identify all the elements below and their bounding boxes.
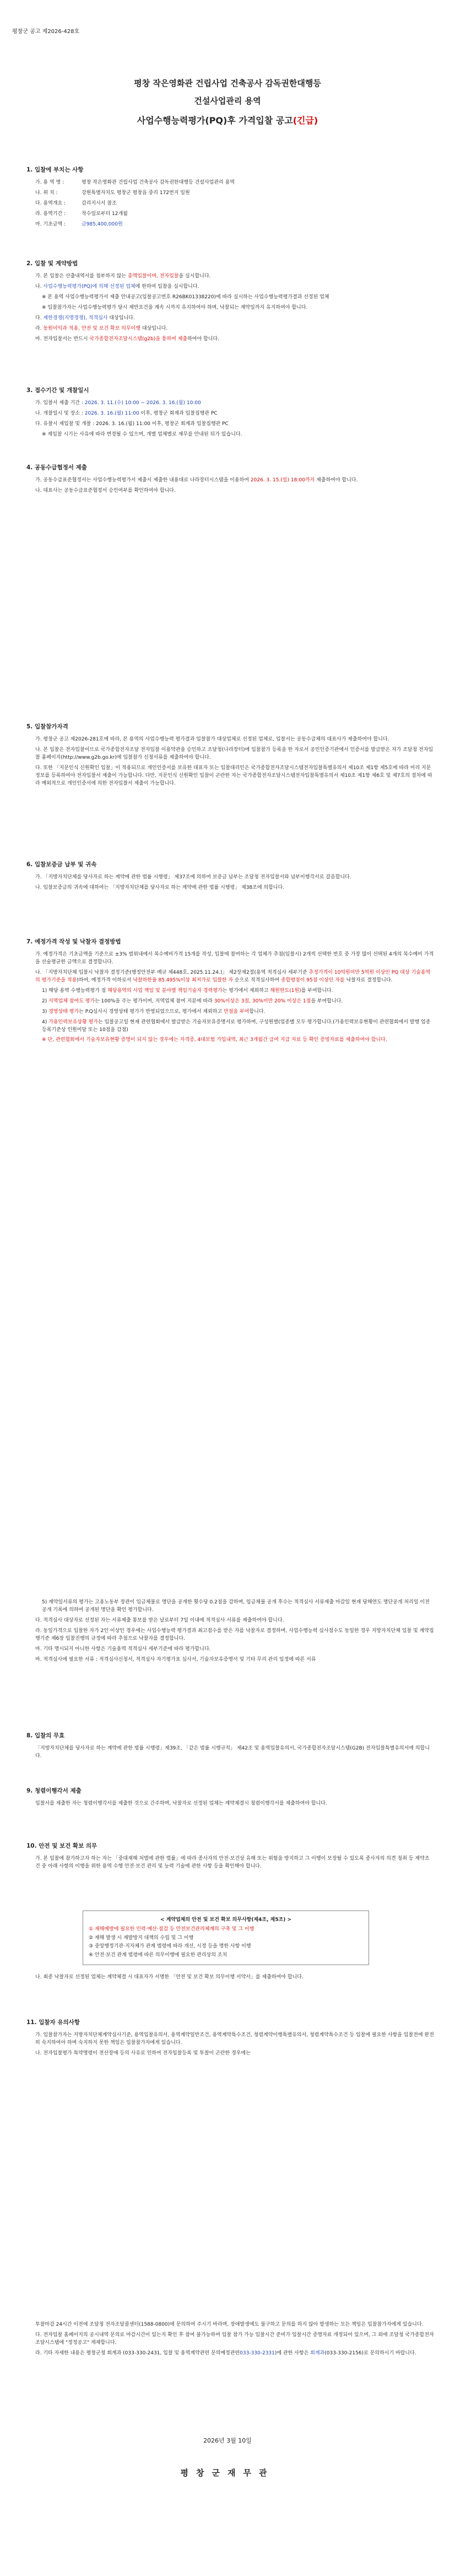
section-9 xyxy=(26,1786,434,1811)
section-10 xyxy=(26,1842,434,1874)
section-heading: 7. 예정가격 작성 및 낙찰자 결정방법 xyxy=(26,938,121,945)
section-heading: 2. 입찰 및 계약방법 xyxy=(26,260,78,267)
item-value: 금985,400,000원 xyxy=(82,221,123,227)
paragraph xyxy=(42,988,434,995)
section-5 xyxy=(26,722,434,791)
text: 나. xyxy=(35,283,44,289)
paragraph: 바. 적격심사에 필요한 서류 : 적격심사신청서, 적격심사 자기평가표 심사서, 기술자보유증명서 및 기타 무리 관리 일정에 따른 서류 xyxy=(35,1656,316,1662)
obligations-box xyxy=(83,1910,369,1965)
note: ※ 입찰참가자는 사업수행능력평가 당시 제반요건을 계속 시까지 유지하여야 하며, 낙찰되는 계약일까지 유지하여야 합니다. xyxy=(42,304,308,310)
section-heading: 10. 안전 및 보건 확보 의무 xyxy=(26,1843,98,1849)
text-highlight: 30%이상은 3점, 30%미만 20% 이상은 1점 xyxy=(214,998,311,1004)
title-main: 사업수행능력평가(PQ)후 가격입찰 공고 xyxy=(137,115,293,126)
title-line-3 xyxy=(0,114,455,126)
paragraph xyxy=(35,969,434,985)
paragraph xyxy=(42,1019,434,1034)
item-value: 감리지시서 참조 xyxy=(82,200,117,206)
item-value: 착수일로부터 12개월 xyxy=(82,211,128,217)
text-highlight: 해당용역의 사업 책임 및 분야별 책임기술자 경력평가 xyxy=(107,988,223,994)
item-row xyxy=(35,190,434,197)
text: 는 입찰공고일 현재 관련협회에서 발급받은 기술자보유증명서로 평가하며, 구성원별(업종별 모두 평가합니다.(가용인력보유현황이 관련협회에서 발행 업종 등록기준상 인원미달 또는 10점을 감점) xyxy=(42,1019,431,1033)
text-highlight: 낙찰하한율 85.495%이상 최저가로 입찰한 자 xyxy=(133,977,234,983)
text-highlight: 총액입찰이며, 전자입찰 xyxy=(127,273,179,279)
paragraph: 가. 입찰참가자는 지방자치단체계약심사기준, 용역입찰유의서, 용역계약일반조건, 용역계약특수조건, 청렴계약이행특별유의서, 청렴계약특수조건 등 입찰에 필요한 사항을 입찰전에 완전히 숙지하여야 하며 숙지하지 못한 책임은 입찰참가자에게 있습니다. xyxy=(35,2032,434,2046)
box-line: ① 재해예방에 필요한 인력·예산·점검 등 안전보건관리체계의 구축 및 그 이행 xyxy=(89,1926,254,1932)
paragraph: 5) 계약일서류의 평가는 고용노동부 장관이 입금체불로 명단을 공개한 횟수당 0.2점을 감하며, 임금체불 공개 후수는 적격심사 서류제출 마감일 현재 당해연도 명단공개 처리일 이전 공개 기록에 의하여 공개된 명단을 확인 평가합니다. xyxy=(42,1600,430,1613)
paragraph: 나. 본 입찰은 전자입찰이므로 국가종합전자조달 전자입찰 이용약관을 승인하고 조달청(나라장터)에 입찰참가 등록을 한 자로서 공인인증기관에서 인증서를 발급받은 자가 조달청 전자입찰 홈페이지(http://www.g2b.go.kr)에 입찰참가 신청서류를 제출하여야 합니다. xyxy=(35,747,434,760)
section-3 xyxy=(26,386,434,442)
section-heading: 11. 입찰자 유의사항 xyxy=(26,2019,80,2026)
paragraph xyxy=(35,477,434,485)
item-value: 강원특별자치도 평창군 평창읍 중리 172번지 일원 xyxy=(82,190,190,196)
text: 대상입니다. xyxy=(107,315,135,321)
paragraph: 나. 전자입찰평가 특약명령이 전산장애 등의 사유로 인하여 전자입찰등록 및 투찰이 곤란한 경우에는 xyxy=(35,2050,251,2056)
section-8 xyxy=(26,1731,434,1763)
announcement-date: 2026년 3월 10일 xyxy=(203,2437,252,2444)
text-highlight: 2026. 3. 11.(수) 10:00 ~ 2026. 3. 16.(월) 10:00 xyxy=(84,400,201,406)
section-heading: 1. 입찰에 부치는 사항 xyxy=(26,167,84,173)
paragraph: 다. 또한 「지문인식 신원확인 입찰」이 적용되므로 개인인증서를 보유한 대표자 또는 입찰대리인은 국가종합전자조달시스템전자입찰특별유의서 제10조 제1항 제5호에 따라 미리 지문정보를 등록하여야 전자입찰서 제출이 가능합니다. 다만, 지문인식 신원확인 입찰이 곤란한 자는 국가종합전자조달시스템전자입찰특별유의서 제10조 제1항 제6호 및 제7호의 절차에 따라 예외적으로 개인인증서에 의한 전자입찰서 제출이 가능합니다. xyxy=(35,765,432,786)
section-7 xyxy=(26,937,434,1047)
box-line: ④ 안전·보건 관계 법령에 따른 의무이행에 필요한 관리상의 조치 xyxy=(89,1952,228,1958)
text: 제출하여야 합니다. xyxy=(315,477,358,483)
section-2 xyxy=(26,259,434,346)
section-heading: 8. 입찰의 무효 xyxy=(26,1732,65,1739)
paragraph: 다. 전자입찰 홈페이지의 공시내역 문의로 마감시간이 있는지 확인 후 참여 불가능하여 입찰 참가 가능 입찰시간 준비가 입찰시간 증명자료 개정되어 있으며, 그 외에 조달청 국가종합전자조달시스템에 "정정공고" 게재합니다. xyxy=(35,2332,434,2346)
paragraph: 다. 유찰시 재입찰 및 개찰 : 2026. 3. 16.(월) 11:00 이후, 평창군 회계과 입찰집행관 PC xyxy=(35,421,229,427)
paragraph: 나. 입찰보증금의 귀속에 대하여는 「지방자치단체를 당사자로 하는 계약에 관한 법률 시행령」 제38조에 의합니다. xyxy=(35,884,285,890)
text: 라. xyxy=(35,325,44,331)
text-highlight: 사업수행능력평가(PQ)에 의해 선정된 업체 xyxy=(43,283,136,289)
phone-number: 033-330-2331 xyxy=(240,2350,275,2356)
paragraph xyxy=(35,273,434,281)
text-highlight: 회계과 xyxy=(310,2350,325,2356)
paragraph: 가. 「지방자치단체를 당사자로 하는 계약에 관한 법률 시행령」 제37조에 의하여 보증금 납부는 조달청 전자입찰서와 납부이행각서로 갈음합니다. xyxy=(35,874,351,880)
text: 가. 입찰서 제출 기간 : xyxy=(35,400,85,406)
text: (033-330-2156)로 문의하시기 바랍니다. xyxy=(324,2350,416,2356)
item-key: 가. 용 역 명 : xyxy=(35,180,64,185)
section-11-continued xyxy=(26,2321,434,2360)
text: 는 P.Q심사시 경영상태 평가가 반영되었으므로, 평가에서 제외하고 xyxy=(79,1008,224,1015)
text-highlight: 해원한도(1원) xyxy=(270,988,301,994)
text: 이후, 평창군 회계과 입찰집행관 PC xyxy=(139,410,218,416)
section-heading: 5. 입찰참가자격 xyxy=(26,723,68,730)
text: )에 관한 사항은 xyxy=(274,2350,311,2356)
title-line-1: 평창 작은영화관 건립사업 건축공사 감독권한대행등 xyxy=(134,78,321,88)
text: 순으로 적격심사하여 xyxy=(233,977,281,983)
item-row xyxy=(35,200,434,208)
item-key: 라. 용역기간 : xyxy=(35,211,66,217)
item-key: 나. 위 치 : xyxy=(35,190,58,196)
section-7-continued xyxy=(26,1599,434,1667)
text-highlight: 종합평점이 95점 이상인 자를 xyxy=(280,977,345,983)
text: 는 평가에서 제외하고 xyxy=(222,988,270,994)
paragraph xyxy=(35,336,434,344)
text-highlight: 동원이익과 적용, 안전 및 보건 확보 의무이행 xyxy=(43,325,140,331)
paragraph xyxy=(35,2350,434,2358)
paragraph: 가. 예정가격은 기초금액을 기준으로 ±3% 범위내에서 복수예비가격 15개를 작성, 입찰에 참여하는 각 업체가 추첨(입찰시) 2개씩 선택한 번호 중 가장 많이 선택된 4개의 복수예비 가격을 산술평균한 금액으로 결정합니다. xyxy=(35,952,434,965)
urgent-tag: (긴급) xyxy=(292,115,318,126)
text-highlight: 가용인력보유상황 평가 xyxy=(48,1019,98,1025)
text-highlight: 경영상태 평가 xyxy=(48,1008,79,1015)
text: 마. 전자입찰서는 반드시 xyxy=(35,336,90,342)
paragraph: 가. 본 입찰에 참가하고자 하는 자는 「중대재해 처벌에 관한 법률」에 따라 종사자의 안전·보건상 유해 또는 위험을 방지하고 그 이행이 보장될 수 있도록 종사자의 의견 청취 등 계약조건 중 아래 사항의 이행을 위한 용역 수행 안전·보건 관리 및 능력 기술에 관한 사항 등을 확인해야 합니다. xyxy=(35,1856,430,1869)
section-heading: 9. 청렴이행각서 제출 xyxy=(26,1788,82,1794)
text: 1) 해당 용역 수행능력평가 점 xyxy=(42,988,108,994)
text: 다. xyxy=(35,315,44,321)
text: 2) xyxy=(42,998,49,1004)
paragraph: 다. 적격심사 대상자로 선정된 자는 서류제출 통보를 받은 날로부터 7일 이내에 적격심사 서류를 제출하여야 합니다. xyxy=(35,1617,284,1623)
item-key: 마. 기초금액 : xyxy=(35,221,66,227)
paragraph xyxy=(42,998,434,1006)
text: 낙찰자로 결정합니다. xyxy=(344,977,393,983)
paragraph: 입찰서를 제출한 자는 청렴이행각서를 제출한 것으로 간주하며, 낙찰자로 선정된 업체는 계약체결시 청렴이행각서를 제출하여야 합니다. xyxy=(35,1801,327,1806)
text-highlight: 만점을 부여 xyxy=(224,1008,250,1015)
section-heading: 4. 공동수급협정서 제출 xyxy=(26,464,87,471)
paragraph: 가. 평창군 공고 제2026-281호에 따라, 본 용역의 사업수행능력 평가결과 입찰참가 대상업체로 선정된 업체로, 입찰서는 공동수급체의 대표사가 제출하여야 합니다. xyxy=(35,737,389,742)
item-row xyxy=(35,211,434,218)
text: 대상입니다. xyxy=(140,325,168,331)
paragraph xyxy=(35,400,434,407)
paragraph: 마. 기타 명시되지 아니한 사항은 기술용역 적격심사 세부기준에 따라 평가합니다. xyxy=(35,1646,211,1652)
section-11 xyxy=(26,2018,434,2060)
paragraph: 나. 대표사는 공동수급표준협정서 승인여부를 확인하여야 합니다. xyxy=(35,487,176,493)
paragraph xyxy=(35,283,434,291)
text-highlight: 2026. 3. 16.(월) 11:00 xyxy=(84,410,139,416)
text-highlight: 제한경쟁(지명경쟁), 적격심사 xyxy=(43,315,108,321)
item-key: 다. 용역개요 : xyxy=(35,200,66,206)
title-line-2: 건설사업관리 용역 xyxy=(194,96,261,106)
section-1 xyxy=(26,165,434,232)
box-line: ② 재해 발생 시 재발방지 대책의 수립 및 그 이행 xyxy=(89,1935,194,1941)
document-number: 평창군 공고 제2026-428호 xyxy=(12,29,80,35)
text: 나. 「지방자치단체 입찰시 낙찰자 결정기준(행정안전부 예규 제448호, 2025.11.24.)」 제2장제2절(용역 적격심사 세부기준 xyxy=(35,969,309,975)
text: 을 부여합니다. xyxy=(311,998,343,1004)
item-value: 평창 작은영화관 건립사업 건축공사 감독권한대행등 건설사업관리 용역 xyxy=(82,180,235,185)
paragraph: 투찰마감 24시간 이전에 조달청 전자조달콜센터(1588-0800)에 문의하여 주시기 바라며, 장애발생에도 불구하고 문의를 하지 않아 발생하는 모든 책임은 입찰참가자에게 있습니다. xyxy=(35,2322,424,2327)
text: 가. 본 입찰은 산출내역서를 첨부하지 않는 xyxy=(35,273,128,279)
paragraph xyxy=(42,1008,434,1016)
text: 을 실시합니다. xyxy=(178,273,211,279)
text-highlight: 2026. 3. 15.(일) 18:00까지 xyxy=(250,477,315,483)
text: 하여야 합니다. xyxy=(187,336,219,342)
section-4 xyxy=(26,463,434,498)
box-line: ③ 중앙행정기관·지자체가 관계 법령에 따라 개선, 시정 등을 명한 사항 이행 xyxy=(89,1944,251,1950)
text: 라. 기타 자세한 내용은 평창군청 회계과 (033-330-2431, 입찰 및 용역계약관련 문의예정관련 xyxy=(35,2350,240,2356)
paragraph: 나. 최종 낙찰자로 선정된 업체는 계약체결 시 대표자가 서명한 「안전 및 보건 확보 의무이행 서약서」를 제출하여야 합니다. xyxy=(35,1974,304,1980)
note: ※ 재입찰 시기는 사유에 따라 변경될 수 있으며, 개별 업체별로 재무를 안내된 뒤가 있습니다. xyxy=(42,431,242,437)
text-highlight: 추정가격이 10억원미만 5억원 이상인 PQ 대상 기술용역의 평가기준을 적용 xyxy=(35,969,431,983)
paragraph xyxy=(35,325,434,333)
text: 나. 개찰일시 및 장소 : xyxy=(35,410,85,416)
text-highlight: 국가종합전자조달시스템(g2b)을 통하여 제출 xyxy=(89,336,188,342)
text: 3) xyxy=(42,1008,49,1015)
box-title: < 계약업체의 안전 및 보건 확보 의무사항(제4조, 제5조) > xyxy=(160,1917,292,1923)
section-heading: 3. 접수기간 및 개찰일시 xyxy=(26,387,89,394)
text: 에 한하여 입찰을 실시합니다. xyxy=(135,283,199,289)
paragraph: 「지방자치단체를 당사자로 하는 계약에 관한 법률 시행령」제39조, 「같은 법률 시행규칙」 제42조 및 용역입찰유의서, 국가종합전자조달시스템(G2B) 전자입찰특별유의서에 의합니다. xyxy=(35,1746,430,1759)
section-6 xyxy=(26,860,434,895)
paragraph xyxy=(35,315,434,323)
note: ※ 본 용역 사업수행능력평가서 제출 안내공고(입찰공고번호 R26BK01338220)에 따라 실시하는 사업수행능력평가결과 선정된 업체 xyxy=(42,294,329,300)
text: 합니다. xyxy=(249,1008,266,1015)
text: 가. 공동수급표준협정서는 사업수행능력평가서 제출시 제출한 내용대로 나라장터시스템을 이용하여 xyxy=(35,477,251,483)
section-heading: 6. 입찰보증금 납부 및 귀속 xyxy=(26,861,97,868)
item-row xyxy=(35,179,434,187)
item-row xyxy=(35,221,434,229)
text: 를 부여합니다. xyxy=(301,988,333,994)
paragraph xyxy=(35,410,434,418)
note: ※ 단, 관련협회에서 기술자보유현황 증명이 되지 않는 경우에는 자격증, 4대보험 가입내역, 최근 3개월간 급여 지급 자료 등 확인 증빙자료를 제출하여야 합니다. xyxy=(42,1037,387,1043)
text-highlight: 지역업체 참여도 평가 xyxy=(48,998,95,1004)
paragraph: 라. 동일가격으로 입찰한 자가 2인 이상인 경우에는 사업수행능력 평가결과 최고점수를 받은 자를 낙찰자로 결정하며, 사업수행능력 심사점수도 동일한 경우 지방자치단체 입찰 및 계약집행기준 제6장 입찰진행의 규정에 따라 추첨으로 낙찰자를 결정합니다. xyxy=(35,1628,434,1641)
text: 4) xyxy=(42,1019,49,1025)
text: 는 100%을 주는 평가이며, 지역업체 참여 지분에 따라 xyxy=(95,998,214,1004)
issuing-organization: 평창군재무관 xyxy=(180,2468,275,2478)
section-10-after-box xyxy=(26,1974,434,1984)
text: )하여, 예정가격 이하로서 xyxy=(77,977,133,983)
